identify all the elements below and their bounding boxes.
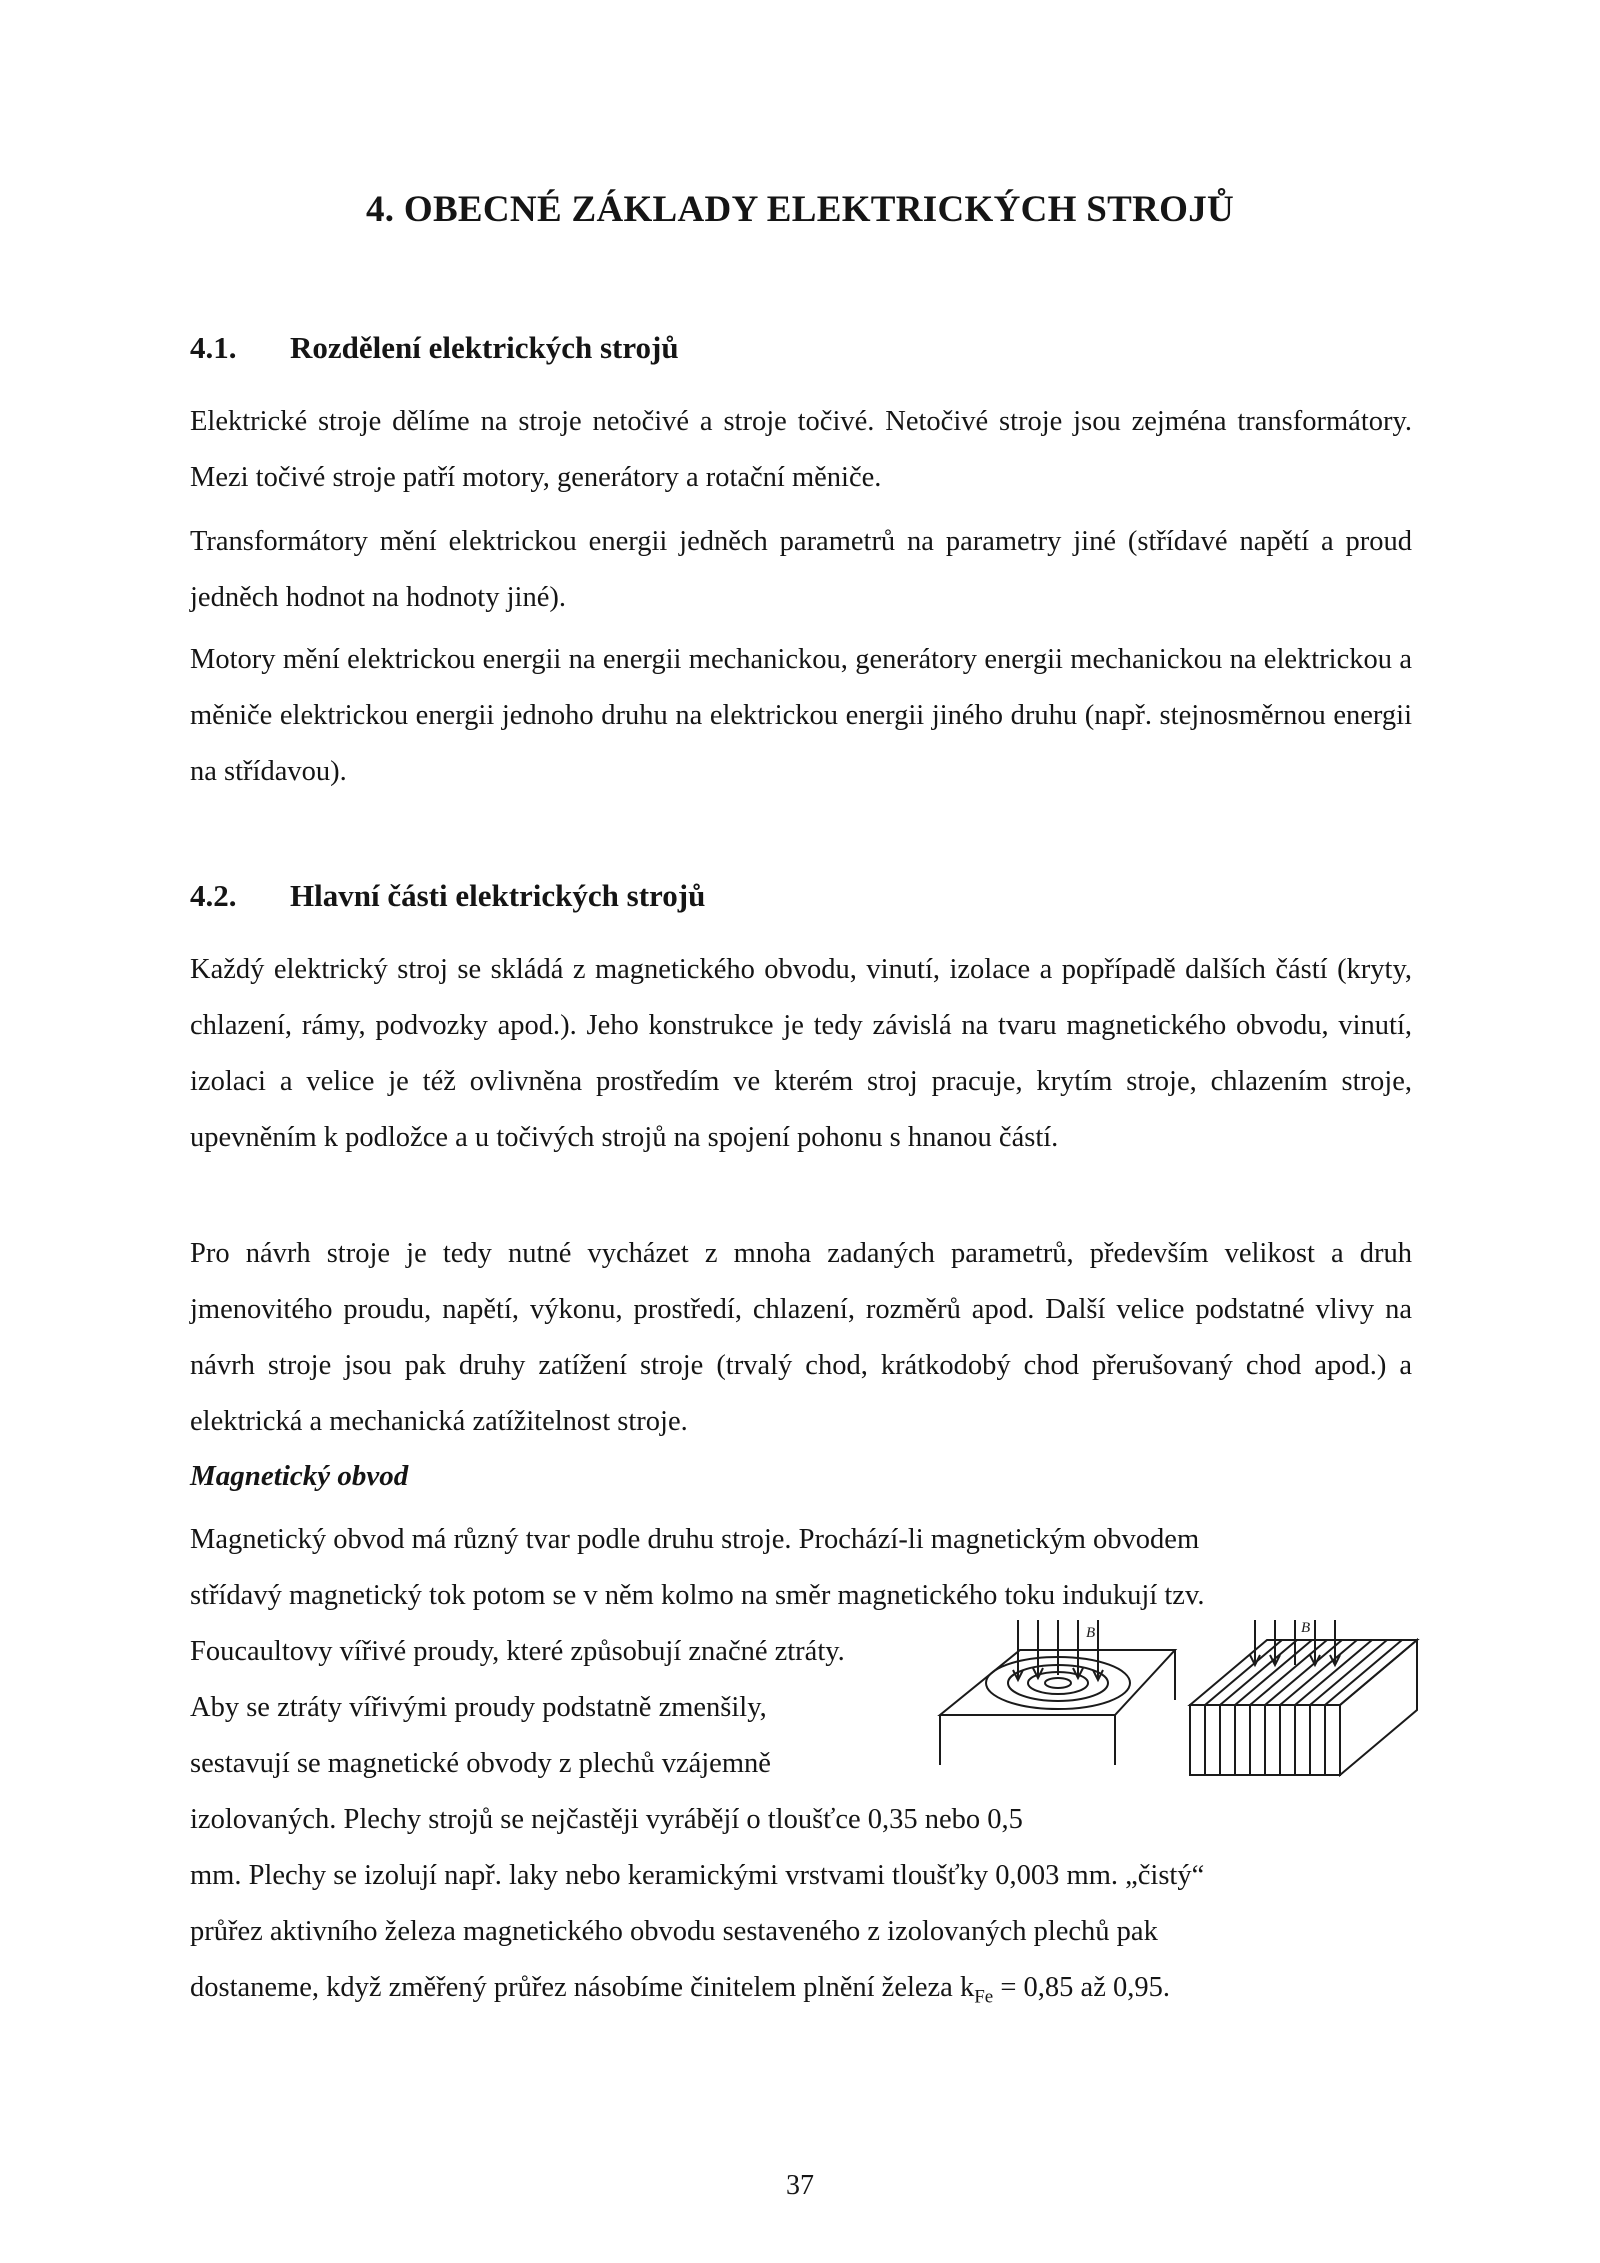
text-line: sestavují se magnetické obvody z plechů vzájemně (190, 1748, 771, 1779)
section-heading-4-2 (190, 878, 705, 914)
page-number: 37 (786, 2170, 814, 2201)
laminated-core-sketch (1190, 1620, 1417, 1775)
text-line: izolovaných. Plechy strojů se nejčastěji vyrábějí o tloušťce 0,35 nebo 0,5 (190, 1804, 1023, 1835)
text-segment: dostaneme, když změřený průřez násobíme činitelem plnění železa k (190, 1972, 975, 2003)
text-line: průřez aktivního železa magnetického obvodu sestaveného z izolovaných plechů pak (190, 1916, 1158, 1947)
paragraph: Pro návrh stroje je tedy nutné vycházet z mnoha zadaných parametrů, především velikost a druh jmenovitého proudu, napětí, výkonu, prostředí, chlazení, rozměrů apod. Další velice podstatné vlivy na návrh stroje jsou pak druhy zatížení stroje (trvalý chod, krátkodobý chod přerušovaný chod apod.) a elektrická a mechanická zatížitelnost stroje. (190, 1238, 1412, 1437)
section-title: Hlavní části elektrických strojů (290, 878, 706, 913)
subscript: Fe (974, 1986, 994, 2008)
paragraph: Každý elektrický stroj se skládá z magnetického obvodu, vinutí, izolace a popřípadě dalších částí (kryty, chlazení, rámy, podvozky apod.). Jeho konstrukce je tedy závislá na tvaru magnetického obvodu, vinutí, izolaci a velice je též ovlivněna prostředím ve kterém stroj pracuje, krytím stroje, chlazením stroje, upevněním k podložce a u točivých strojů na spojení pohonu s hnanou částí. (190, 954, 1412, 1153)
section-number: 4.1. (190, 330, 237, 365)
text-line: Foucaultovy vířivé proudy, které způsobují značné ztráty. (190, 1636, 845, 1667)
text-line: střídavý magnetický tok potom se v něm kolmo na směr magnetického toku indukují tzv. (190, 1580, 1205, 1611)
paragraph: Motory mění elektrickou energii na energii mechanickou, generátory energii mechanickou na elektrickou a měniče elektrickou energii jednoho druhu na elektrickou energii jiného druhu (např. stejnosměrnou energii na střídavou). (190, 644, 1412, 787)
text-line: mm. Plechy se izolují např. laky nebo keramickými vrstvami tloušťky 0,003 mm. „čistý“ (190, 1860, 1205, 1891)
section-title: Rozdělení elektrických strojů (290, 330, 679, 365)
section-number: 4.2. (190, 878, 237, 913)
text-line: Magnetický obvod má různý tvar podle druhu stroje. Prochází-li magnetickým obvodem (190, 1524, 1200, 1555)
paragraph: Transformátory mění elektrickou energii jedněch parametrů na parametry jiné (střídavé napětí a proud jedněch hodnot na hodnoty jiné). (190, 526, 1412, 613)
flux-label-right: B (1301, 1620, 1311, 1636)
solid-core-sketch (940, 1620, 1175, 1765)
eddy-current-figure (935, 1620, 1425, 1840)
text-line: Aby se ztráty vířivými proudy podstatně zmenšily, (190, 1692, 767, 1723)
subheading-magnetic-circuit: Magnetický obvod (190, 1460, 409, 1492)
section-heading-4-1 (190, 330, 679, 366)
flux-label-left: B (1086, 1625, 1096, 1641)
text-segment: = 0,85 až 0,95. (993, 1972, 1170, 2003)
paragraph: Elektrické stroje dělíme na stroje netočivé a stroje točivé. Netočivé stroje jsou zejména transformátory. Mezi točivé stroje patří motory, generátory a rotační měniče. (190, 406, 1412, 493)
chapter-title: 4. OBECNÉ ZÁKLADY ELEKTRICKÝCH STROJŮ (365, 189, 1235, 230)
text-line-final (190, 1972, 1170, 2009)
